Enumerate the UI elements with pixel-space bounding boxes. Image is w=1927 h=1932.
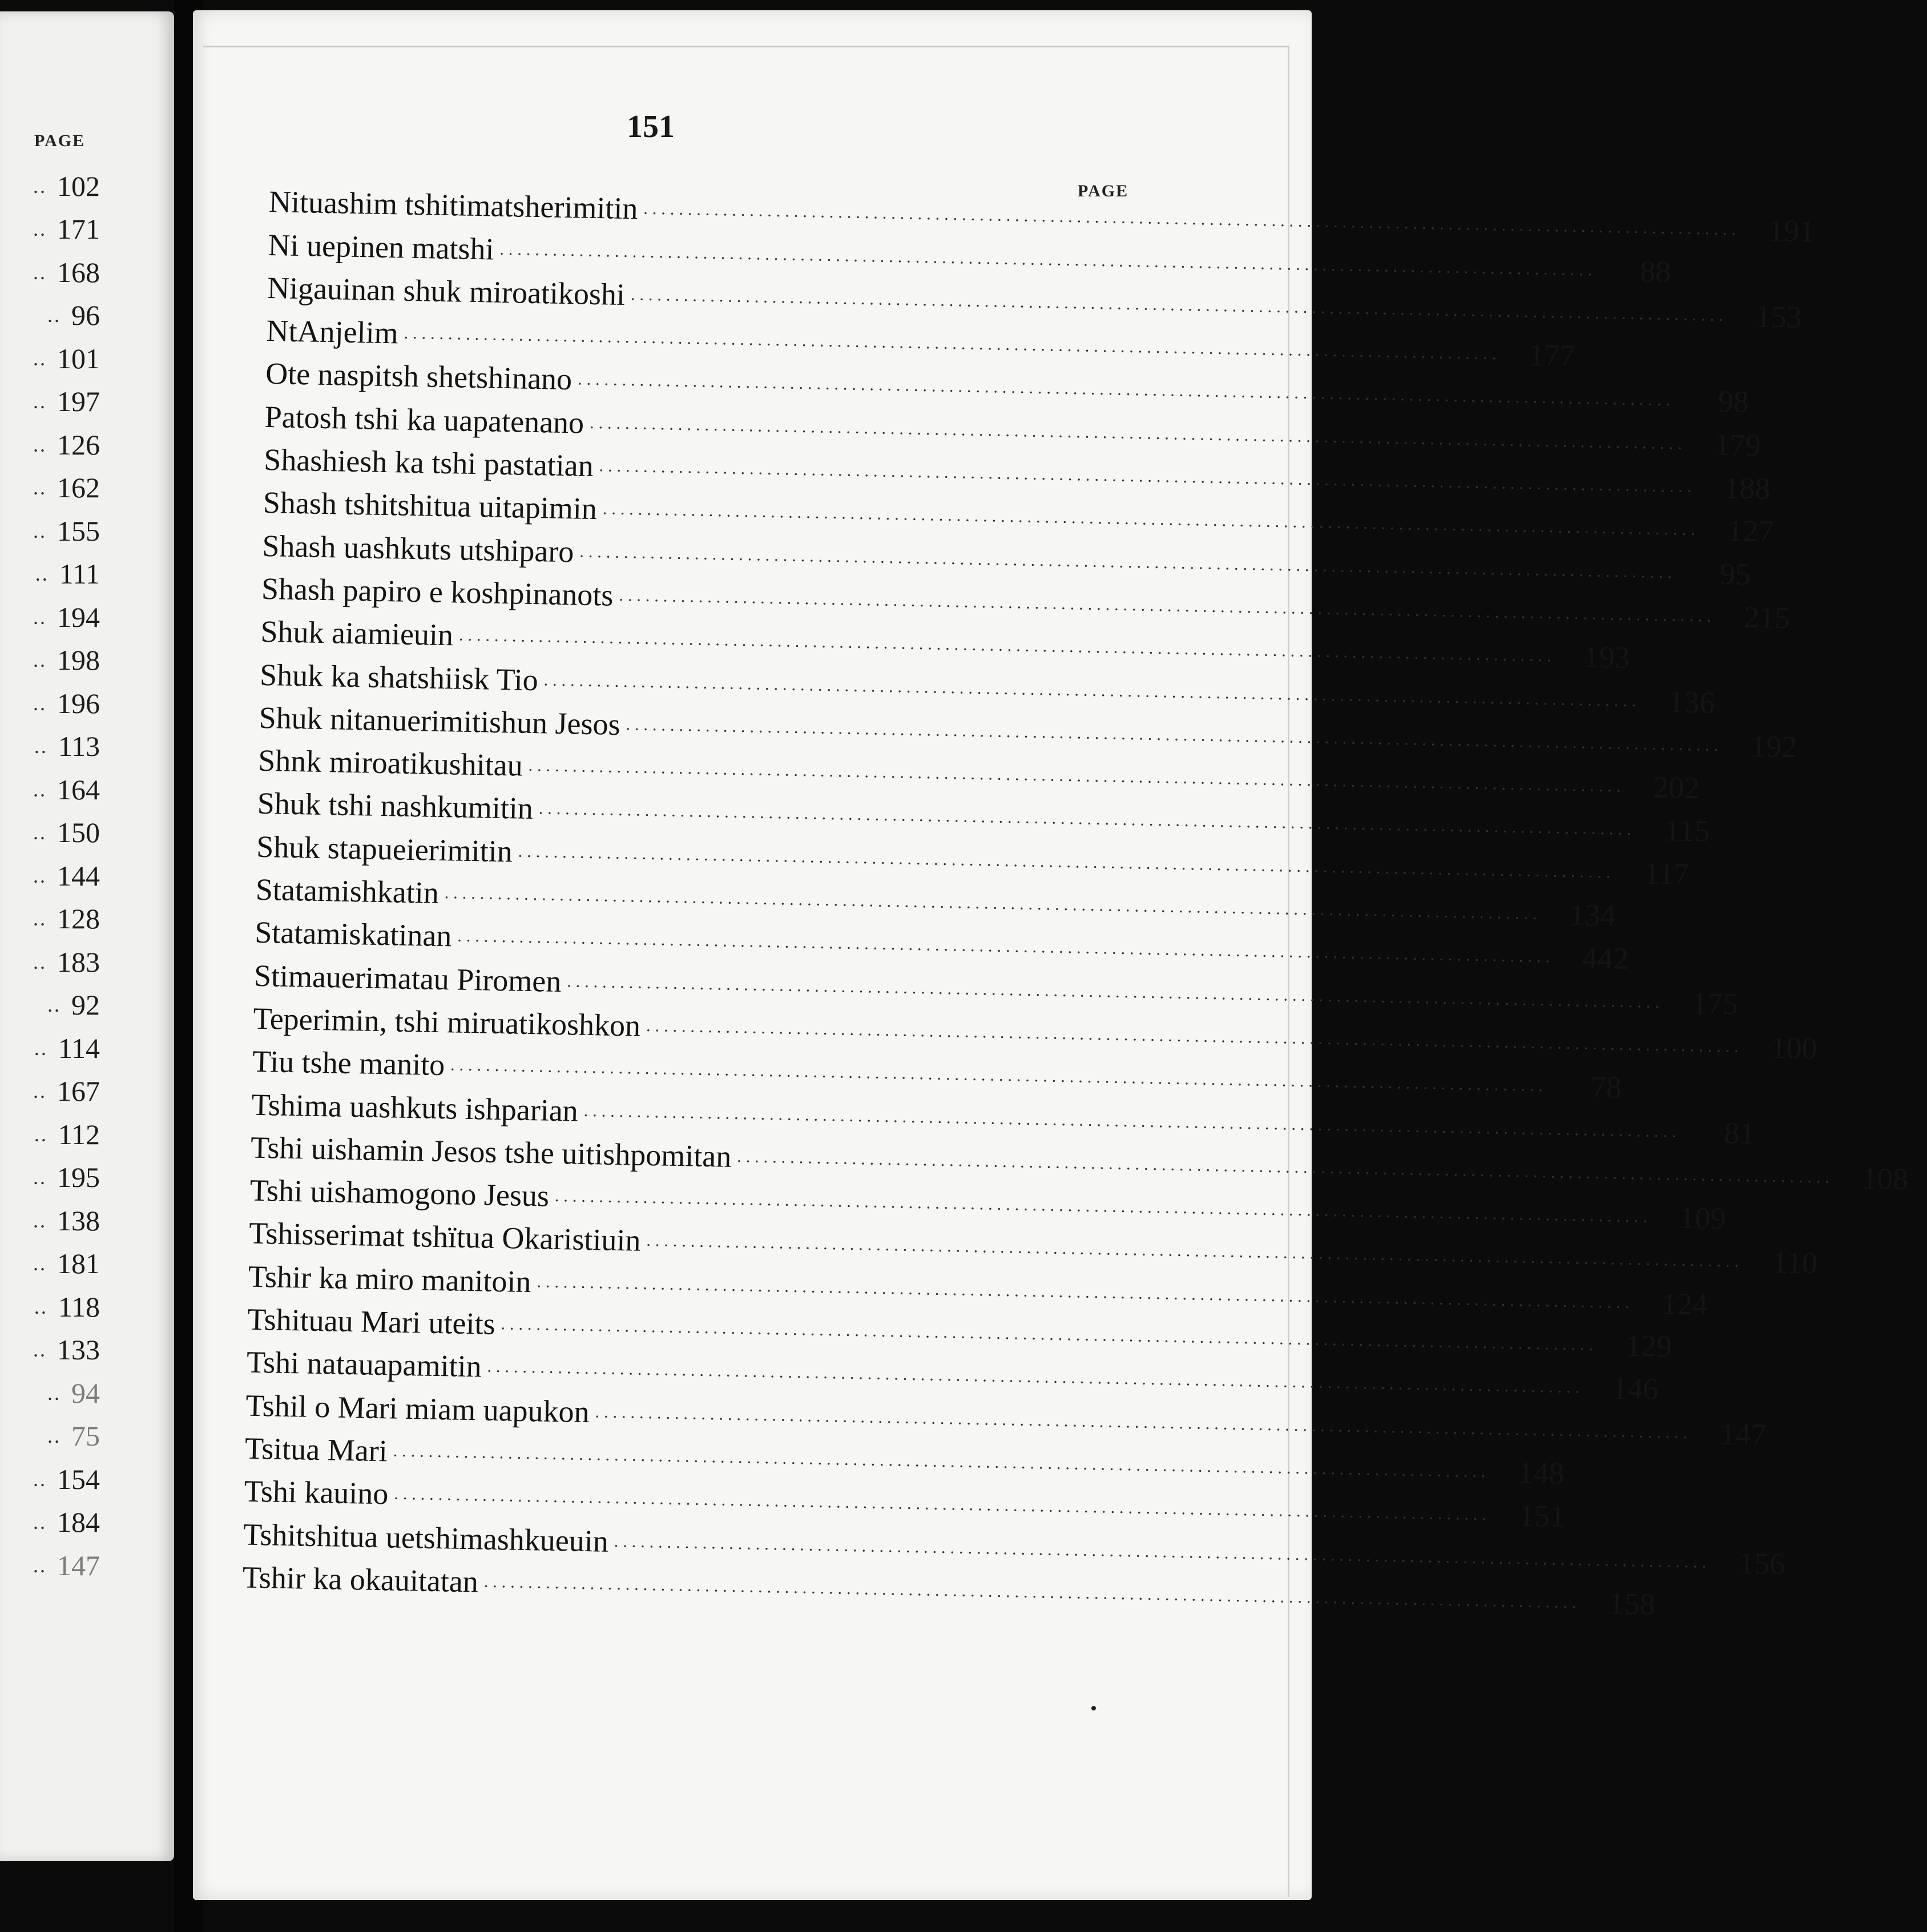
- page-ref: 114: [58, 1032, 100, 1064]
- entry-page-number: 148: [1517, 1455, 1565, 1491]
- leader-dots: ............................................................................................................................: [393, 1441, 1490, 1482]
- entry-page-number: 136: [1668, 684, 1715, 720]
- leader-dots: ............................................................................................................................: [589, 413, 1687, 453]
- page-ref: 195: [57, 1161, 100, 1194]
- entry-title: Shash tshitshitua uitapimin: [263, 485, 598, 526]
- entry-page-number: 158: [1608, 1586, 1656, 1621]
- leader-dots: ..: [33, 347, 47, 370]
- left-index-row: [0, 1329, 100, 1372]
- entry-page-number: 124: [1661, 1286, 1708, 1322]
- leader-dots: ..: [34, 1036, 48, 1060]
- entry-page-number: 117: [1643, 856, 1690, 891]
- leader-dots: ..: [33, 778, 47, 801]
- entry-title: Shuk nitanuerimitishun Jesos: [259, 700, 621, 742]
- page-ref: 118: [58, 1290, 100, 1323]
- left-index-row: [0, 1544, 100, 1587]
- left-index-row: [0, 337, 100, 380]
- leader-dots: ............................................................................................................................: [458, 625, 1556, 666]
- leader-dots: ..: [33, 821, 47, 844]
- entry-title: Shash uashkuts utshiparo: [261, 528, 574, 569]
- leader-dots: ............................................................................................................................: [614, 1531, 1711, 1572]
- leader-dots: ..: [33, 1553, 47, 1577]
- entry-page-number: 110: [1772, 1245, 1818, 1281]
- entry-title: Tshil o Mari miam uapukon: [245, 1388, 590, 1429]
- entry-title: Nituashim tshitimatsherimitin: [268, 184, 639, 226]
- leader-dots: ..: [33, 519, 47, 542]
- entry-page-number: 98: [1718, 384, 1749, 420]
- leader-dots: ............................................................................................................................: [554, 1186, 1652, 1226]
- left-index-row: [0, 682, 100, 725]
- entry-title: Tshir ka okauitatan: [242, 1560, 479, 1599]
- entry-page-number: 193: [1583, 639, 1631, 675]
- page-ref: 101: [57, 342, 100, 375]
- left-index-row: [0, 251, 100, 294]
- page-ref: 181: [57, 1247, 100, 1280]
- left-index-row: [0, 208, 100, 251]
- entry-title: Patosh tshi ka uapatenano: [264, 399, 584, 440]
- entry-title: Shuk ka shatshiisk Tio: [259, 657, 539, 697]
- entry-page-number: 147: [1719, 1416, 1767, 1452]
- leader-dots: ..: [47, 1424, 61, 1448]
- leader-dots: ............................................................................................................................: [643, 199, 1741, 239]
- leader-dots: ............................................................................................................................: [501, 1314, 1598, 1355]
- entry-page-number: 215: [1743, 599, 1791, 635]
- entry-page-number: 100: [1771, 1030, 1818, 1066]
- entry-page-number: 442: [1582, 940, 1629, 976]
- entry-title: Teperimin, tshi miruatikoshkon: [253, 1001, 641, 1043]
- left-page: [0, 11, 174, 1861]
- leader-dots: ............................................................................................................................: [450, 1055, 1548, 1096]
- leader-dots: ............................................................................................................................: [646, 1016, 1744, 1056]
- left-index-row: [0, 1027, 100, 1070]
- entry-page-number: 127: [1727, 513, 1775, 549]
- entry-title: Tshi uishamin Jesos tshe uitishpomitan: [250, 1130, 732, 1174]
- left-index-row: [0, 423, 100, 466]
- left-index-row: [0, 1415, 100, 1458]
- leader-dots: ..: [33, 260, 47, 284]
- leader-dots: ............................................................................................................................: [595, 1402, 1692, 1442]
- leader-dots: ............................................................................................................................: [599, 456, 1696, 497]
- entry-title: Shashiesh ka tshi pastatian: [263, 442, 594, 484]
- left-index-row: [0, 639, 100, 682]
- page-ref: 171: [57, 213, 100, 245]
- page-ref: 167: [57, 1075, 100, 1108]
- left-index-row: [0, 1458, 100, 1501]
- entry-page-number: 179: [1714, 427, 1761, 463]
- left-index-row: [0, 1242, 100, 1286]
- leader-dots: ............................................................................................................................: [619, 585, 1716, 626]
- entry-page-number: 109: [1679, 1200, 1727, 1236]
- left-index-row: [0, 1156, 100, 1200]
- left-index-row: [0, 725, 100, 768]
- left-page-header: PAGE: [34, 131, 86, 150]
- left-index-row: [0, 553, 100, 596]
- left-index-row: [0, 768, 100, 811]
- entry-title: Shnk miroatikushitau: [257, 743, 523, 783]
- entry-title: Tshi uishamogono Jesus: [249, 1173, 550, 1213]
- left-index-row: [0, 466, 100, 510]
- leader-dots: ..: [33, 476, 47, 500]
- left-index-row: [0, 164, 100, 208]
- leader-dots: ..: [33, 1209, 47, 1232]
- page-ref: 102: [57, 170, 100, 202]
- page-ref: 126: [57, 428, 100, 461]
- leader-dots: ............................................................................................................................: [404, 323, 1501, 364]
- entry-page-number: 202: [1652, 770, 1700, 806]
- table-of-contents: [242, 174, 1909, 1621]
- leader-dots: ..: [33, 1080, 47, 1103]
- entry-title: Tshisserimat tshïtua Okaristiuin: [248, 1216, 641, 1258]
- leader-dots: ............................................................................................................................: [583, 1101, 1681, 1141]
- toc-page-header: PAGE: [1078, 182, 1129, 200]
- entry-page-number: 95: [1719, 556, 1751, 591]
- entry-title: Shash papiro e koshpinanots: [261, 571, 614, 613]
- leader-dots: ............................................................................................................................: [487, 1357, 1585, 1397]
- leader-dots: ............................................................................................................................: [567, 971, 1664, 1012]
- left-index-row: [0, 897, 100, 941]
- entry-title: Statamishkatin: [255, 872, 440, 910]
- entry-page-number: 192: [1750, 728, 1797, 764]
- leader-dots: ..: [33, 174, 47, 198]
- page-ref: 154: [57, 1463, 100, 1495]
- entry-title: Tshima uashkuts ishparian: [251, 1087, 579, 1128]
- page-ref: 196: [57, 687, 100, 719]
- entry-page-number: 115: [1664, 813, 1710, 849]
- entry-title: Shuk tshi nashkumitin: [257, 786, 534, 826]
- entry-title: NtAnjelim: [266, 313, 399, 351]
- entry-title: Tshir ka miro manitoin: [248, 1259, 532, 1299]
- leader-dots: ............................................................................................................................: [577, 369, 1675, 410]
- page-ref: 128: [57, 903, 100, 935]
- leader-dots: ..: [33, 907, 47, 931]
- page-ref: 133: [57, 1334, 100, 1366]
- page-ref: 96: [71, 299, 100, 332]
- leader-dots: ..: [33, 691, 47, 715]
- entry-title: Tshi kauino: [244, 1474, 389, 1511]
- entry-title: Tiu tshe manito: [252, 1044, 445, 1082]
- leader-dots: ............................................................................................................................: [518, 842, 1615, 882]
- page-ref: 164: [57, 773, 100, 806]
- leader-dots: ..: [33, 218, 47, 241]
- leader-dots: ............................................................................................................................: [499, 239, 1597, 280]
- leader-dots: ..: [33, 1252, 47, 1275]
- leader-dots: ..: [33, 950, 47, 973]
- page-ref: 184: [57, 1506, 100, 1539]
- leader-dots: ..: [33, 433, 47, 456]
- entry-page-number: 151: [1518, 1498, 1566, 1534]
- page-ref: 75: [71, 1420, 100, 1452]
- entry-page-number: 146: [1611, 1371, 1659, 1407]
- page-ref: 168: [57, 256, 100, 288]
- page-ref: 144: [57, 859, 100, 892]
- left-index-row: [0, 1371, 100, 1415]
- entry-title: Nigauinan shuk miroatikoshi: [267, 270, 626, 312]
- entry-page-number: 134: [1569, 897, 1616, 933]
- entry-page-number: 175: [1691, 985, 1739, 1021]
- entry-title: Stimauerimatau Piromen: [253, 958, 562, 999]
- leader-dots: ..: [34, 1295, 48, 1318]
- left-page-index-list: [0, 164, 100, 1587]
- page-ref: 111: [59, 558, 100, 590]
- entry-title: Tshitshitua uetshimashkueuin: [243, 1517, 609, 1559]
- leader-dots: ..: [47, 304, 61, 327]
- leader-dots: ..: [33, 605, 47, 629]
- page-ref: 113: [58, 730, 100, 763]
- leader-dots: ............................................................................................................................: [579, 542, 1677, 582]
- page-ref: 183: [57, 945, 100, 978]
- leader-dots: ............................................................................................................................: [483, 1572, 1581, 1612]
- page-ref: 162: [57, 472, 100, 504]
- leader-dots: ............................................................................................................................: [602, 499, 1700, 540]
- leader-dots: ..: [35, 562, 49, 586]
- leader-dots: ..: [33, 390, 47, 413]
- left-index-row: [0, 1113, 100, 1156]
- leader-dots: ............................................................................................................................: [537, 1272, 1634, 1312]
- entry-page-number: 156: [1738, 1545, 1786, 1581]
- page-ref: 147: [57, 1549, 100, 1581]
- entry-page-number: 177: [1528, 337, 1575, 373]
- leader-dots: ............................................................................................................................: [626, 715, 1723, 755]
- leader-dots: ............................................................................................................................: [444, 883, 1542, 924]
- leader-dots: ............................................................................................................................: [646, 1231, 1744, 1271]
- leader-dots: ............................................................................................................................: [543, 670, 1641, 710]
- left-index-row: [0, 595, 100, 639]
- page-ref: 112: [58, 1118, 100, 1150]
- leader-dots: ............................................................................................................................: [528, 756, 1626, 796]
- entry-title: Ni uepinen matshi: [268, 227, 495, 267]
- page-ref: 197: [57, 385, 100, 418]
- left-index-row: [0, 940, 100, 984]
- left-index-row: [0, 1501, 100, 1544]
- leader-dots: ............................................................................................................................: [538, 799, 1636, 839]
- leader-dots: ..: [34, 735, 48, 758]
- leader-dots: ............................................................................................................................: [630, 285, 1728, 325]
- left-index-row: [0, 1199, 100, 1242]
- left-index-row: [0, 509, 100, 553]
- ink-speck: [1091, 1706, 1096, 1710]
- entry-page-number: 81: [1723, 1115, 1755, 1150]
- leader-dots: ..: [47, 993, 61, 1017]
- leader-dots: ..: [34, 1122, 48, 1146]
- leader-dots: ..: [33, 1467, 47, 1491]
- page-ref: 194: [57, 601, 100, 633]
- leader-dots: ............................................................................................................................: [394, 1484, 1491, 1524]
- left-index-row: [0, 1070, 100, 1113]
- left-index-row: [0, 811, 100, 855]
- leader-dots: ..: [33, 1166, 47, 1189]
- entry-title: Tshi natauapamitin: [246, 1345, 482, 1384]
- leader-dots: ..: [33, 1511, 47, 1534]
- leader-dots: ..: [47, 1381, 61, 1404]
- entry-page-number: 153: [1755, 299, 1803, 335]
- page-ref: 92: [71, 989, 100, 1021]
- page-ref: 198: [57, 644, 100, 677]
- page-ref: 138: [57, 1204, 100, 1237]
- page-number: 151: [627, 109, 675, 144]
- left-index-row: [0, 984, 100, 1027]
- entry-page-number: 191: [1768, 213, 1815, 249]
- entry-title: Tsitua Mari: [244, 1431, 388, 1468]
- page-ref: 150: [57, 816, 100, 849]
- entry-page-number: 108: [1861, 1161, 1909, 1197]
- page-ref: 94: [71, 1376, 100, 1409]
- leader-dots: ..: [33, 1338, 47, 1362]
- page-ref: 155: [57, 514, 100, 547]
- entry-title: Statamiskatinan: [254, 915, 452, 953]
- left-index-row: [0, 380, 100, 424]
- entry-title: Shuk stapueierimitin: [256, 829, 513, 869]
- entry-title: Ote naspitsh shetshinano: [265, 356, 573, 397]
- entry-title: Shuk aiamieuin: [260, 614, 454, 653]
- entry-page-number: 188: [1723, 470, 1771, 506]
- left-index-row: [0, 294, 100, 337]
- left-index-row: [0, 854, 100, 897]
- leader-dots: ..: [33, 649, 47, 672]
- left-index-row: [0, 1285, 100, 1329]
- leader-dots: ..: [33, 864, 47, 887]
- entry-title: Tshituau Mari uteits: [247, 1302, 496, 1341]
- leader-dots: ............................................................................................................................: [737, 1146, 1835, 1187]
- entry-page-number: 129: [1625, 1329, 1672, 1364]
- entry-page-number: 78: [1590, 1069, 1622, 1105]
- entry-page-number: 88: [1639, 253, 1671, 289]
- leader-dots: ............................................................................................................................: [457, 926, 1555, 967]
